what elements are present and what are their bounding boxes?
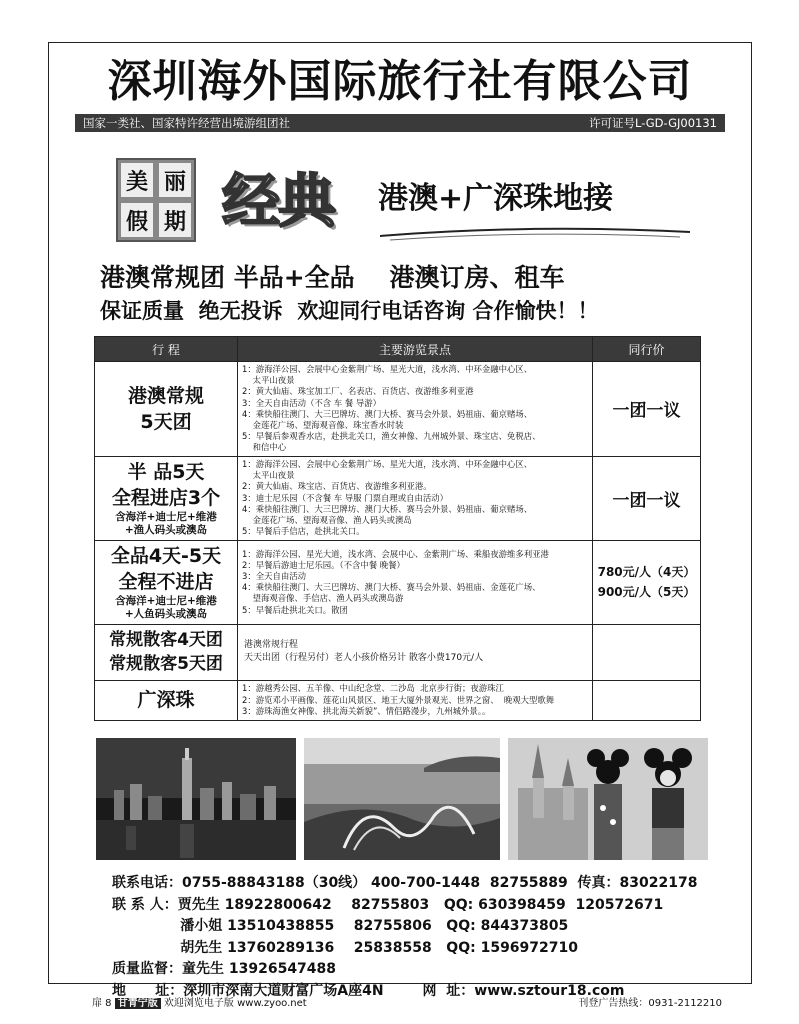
- table-row: [95, 362, 701, 457]
- headline-1: 港澳常规团 半品+全品 港澳订房、租车: [100, 263, 565, 292]
- route-name: 广深珠: [95, 680, 238, 720]
- edition-tag: 甘青宁版: [115, 998, 161, 1009]
- route-spots: 1：游越秀公园、五羊像、中山纪念堂、二沙岛 北京步行街；夜游珠江 2：游览邓小平画像、莲花山风景区、地王大厦外景观光、世界之窗、 晚观大型歌舞 3：游珠海渔女神像、拱北海关新貌”、情侣路漫步，九州城外景。。: [238, 680, 593, 720]
- route-name: 半 品5天 全程进店3个 含海洋+迪士尼+维港 +渔人码头或澳岛: [95, 456, 238, 540]
- route-price: 780元/人（4天） 900元/人（5天）: [593, 540, 701, 624]
- table-row: [95, 456, 701, 540]
- page-number: 扉 8: [92, 998, 112, 1009]
- table-header-row: [95, 337, 701, 362]
- route-price: 一团一议: [593, 456, 701, 540]
- ocean-park-photo: [304, 738, 500, 860]
- tagline: 国家一类社、国家特许经营出境游组团社: [83, 116, 290, 130]
- route-price: [593, 680, 701, 720]
- headline-2: 保证质量 绝无投诉 欢迎同行电话咨询 合作愉快！！: [100, 299, 599, 323]
- swoosh-decoration: [380, 222, 690, 242]
- contact-block: [112, 872, 712, 1001]
- beautiful-holiday-badge: [116, 158, 196, 242]
- col-header-price: 同行价: [593, 337, 701, 362]
- page-footer: [92, 996, 722, 1012]
- welcome-text: 欢迎浏览电子版 www.zyoo.net: [163, 998, 307, 1009]
- col-header-spots: 主要游览景点: [238, 337, 593, 362]
- route-price: 一团一议: [593, 362, 701, 457]
- classic-title: 经典: [222, 167, 335, 235]
- company-name: 深圳海外国际旅行社有限公司: [107, 56, 693, 107]
- subtitle-bar: [75, 114, 725, 132]
- route-subtitle: 港澳+广深珠地接: [378, 181, 614, 216]
- badge-char: 假: [121, 203, 153, 237]
- contact-person-2: 潘小姐 13510438855 82755806 QQ: 844373805: [112, 918, 569, 934]
- contact-person-1: 联 系 人：贾先生 18922800642 82755803 QQ: 630398459 120572671: [112, 896, 664, 913]
- contact-person-3: 胡先生 13760289136 25838558 QQ: 1596972710: [112, 939, 578, 956]
- col-header-route: 行 程: [95, 337, 238, 362]
- route-spots: 港澳常规行程 天天出团（行程另付）老人小孩价格另计 散客小费170元/人: [238, 624, 593, 680]
- route-spots: 1：游海洋公园、会展中心金紫荆广场、星光大道，浅水湾、中环金融中心区、 太平山夜景 2：黄大仙庙、珠宝加工厂、名表店、百货店、夜游维多利亚港 3：全天自由活动（不含 车 餐 导游） 4：乘快船往澳门、大三巴牌坊、澳门大桥、赛马会外景、妈祖庙、葡京赌场、 金莲花广场、望海观音像、珠宝香水时装 5：早餐后参观香水店，赴拱北关口，渔女神像、九州城外景、珠宝店、免税店、 和信中心: [238, 362, 593, 457]
- address-website: 地 址：深圳市深南大道财富广场A座4N 网 址：www.sztour18.com: [112, 982, 625, 999]
- route-name: 全品4天-5天 全程不进店 含海洋+迪士尼+维港 +人鱼码头或澳岛: [95, 540, 238, 624]
- table-row: [95, 624, 701, 680]
- route-spots: 1：游海洋公园、星光大道，浅水湾、会展中心、金紫荆广场、乘船夜游维多利亚港 2：早餐后游迪士尼乐园。（不含中餐 晚餐） 3：全天自由活动 4：乘快船往澳门、大三巴牌坊、澳门大桥、赛马会外景、妈祖庙、金莲花广场、 望海观音像、手信店、渔人码头或澳岛游 5：早餐后赴拱北关口。散团: [238, 540, 593, 624]
- license-number: 许可证号L-GD-GJ00131: [589, 116, 717, 130]
- itinerary-table: [94, 336, 701, 721]
- badge-char: 丽: [159, 163, 191, 197]
- route-name: 常规散客4天团 常规散客5天团: [95, 624, 238, 680]
- ad-hotline: 刊登广告热线：0931-2112210: [578, 998, 722, 1009]
- contact-phone: 联系电话：0755-88843188（30线） 400-700-1448 82755889 传真：83022178: [112, 875, 698, 891]
- table-row: [95, 680, 701, 720]
- badge-char: 美: [121, 163, 153, 197]
- badge-char: 期: [159, 203, 191, 237]
- route-spots: 1：游海洋公园、会展中心金紫荆广场、星光大道，浅水湾、中环金融中心区、 太平山夜景 2：黄大仙庙、珠宝店、百货店、夜游维多利亚港。 3：迪士尼乐园（不含餐 车 导服 门票自理或自由活动） 4：乘快船往澳门、大三巴牌坊、澳门大桥、赛马会外景、妈祖庙、葡京赌场、 金莲花广场、望海观音像、渔人码头或澳岛 5：早餐后手信店，赴拱北关口。: [238, 456, 593, 540]
- route-price: [593, 624, 701, 680]
- route-name: 港澳常规 5天团: [95, 362, 238, 457]
- quality-supervision: 质量监督：童先生 13926547488: [112, 961, 337, 977]
- disneyland-photo: [508, 738, 708, 860]
- hong-kong-night-photo: [96, 738, 296, 860]
- table-row: [95, 540, 701, 624]
